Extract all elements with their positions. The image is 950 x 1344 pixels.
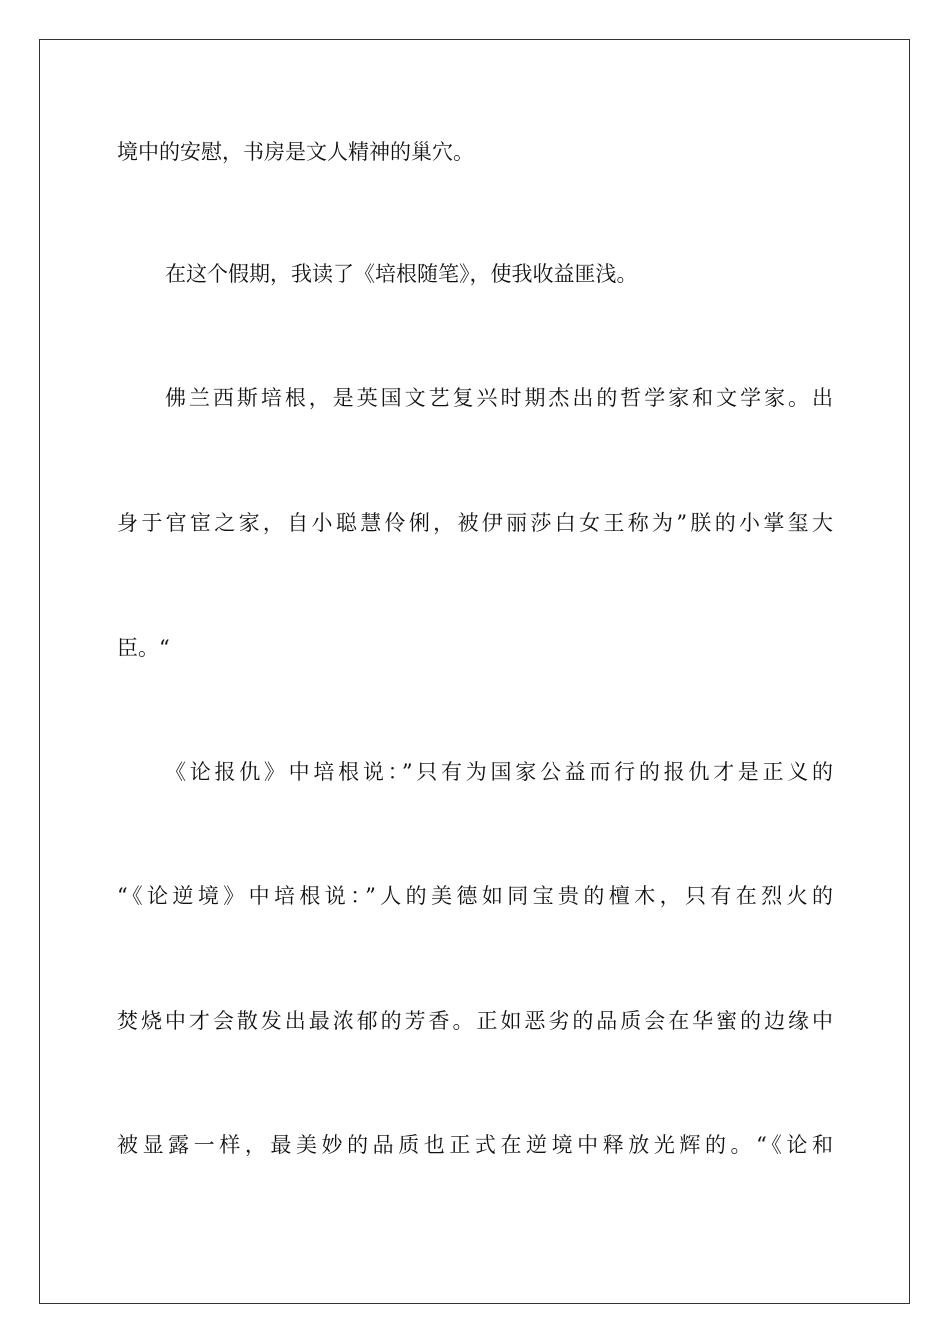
paragraph-line-2: 在这个假期，我读了《培根随笔》，使我收益匪浅。: [165, 262, 638, 286]
paragraph-line-5: 臣。“: [117, 636, 170, 660]
paragraph-line-1: 境中的安慰，书房是文人精神的巢穴。: [117, 140, 474, 164]
paragraph-line-7: “《论逆境》中培根说：”人的美德如同宝贵的檀木，只有在烈火的: [117, 884, 833, 908]
paragraph-line-9: 被显露一样，最美妙的品质也正式在逆境中释放光辉的。“《论和: [117, 1133, 833, 1157]
page-frame: [39, 39, 910, 1304]
paragraph-line-4: 身于官宦之家，自小聪慧伶俐，被伊丽莎白女王称为”朕的小掌玺大: [117, 511, 833, 535]
paragraph-line-8: 焚烧中才会散发出最浓郁的芳香。正如恶劣的品质会在华蜜的边缘中: [117, 1009, 833, 1033]
paragraph-line-3: 佛兰西斯培根，是英国文艺复兴时期杰出的哲学家和文学家。出: [165, 386, 833, 410]
paragraph-line-6: 《论报仇》中培根说：”只有为国家公益而行的报仇才是正义的: [165, 760, 833, 784]
